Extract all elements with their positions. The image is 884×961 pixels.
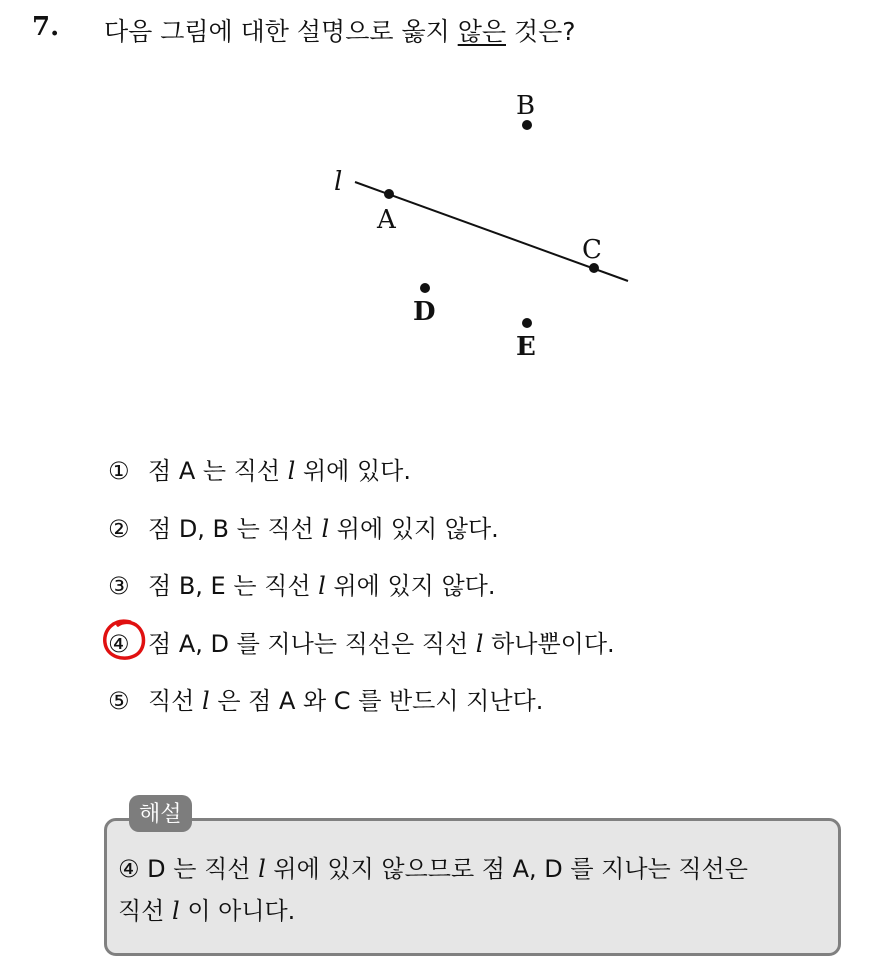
explanation-text xyxy=(118,848,833,932)
choice-text: 점 A, D 를 지나는 직선은 직선 l 하나뿐이다. xyxy=(148,629,615,658)
point-e-label: E xyxy=(516,332,536,362)
choice-4[interactable] xyxy=(108,625,615,683)
choice-marker: ③ xyxy=(108,572,130,600)
point-c-label: C xyxy=(582,235,602,265)
choice-text: 점 A 는 직선 l 위에 있다. xyxy=(148,457,411,485)
choice-1[interactable] xyxy=(108,452,615,510)
explanation-tag: 해설 xyxy=(129,795,192,832)
point-e xyxy=(522,318,532,328)
question-text-before: 다음 그림에 대한 설명으로 옳지 xyxy=(104,17,458,46)
point-b xyxy=(522,120,532,130)
point-d-label: D xyxy=(413,297,436,327)
choice-list xyxy=(108,452,615,740)
choice-marker: ② xyxy=(108,514,130,543)
choice-marker: ④ xyxy=(108,629,130,658)
line-l xyxy=(355,182,628,281)
explanation-line-2: 직선 l 이 아니다. xyxy=(118,897,296,925)
choice-text: 점 B, E 는 직선 l 위에 있지 않다. xyxy=(148,572,496,600)
choice-marker: ① xyxy=(108,457,130,485)
question-text-underlined: 않은 xyxy=(457,17,506,46)
point-b-label: B xyxy=(516,91,536,121)
choice-5[interactable] xyxy=(108,682,615,740)
question-text-after: 것은? xyxy=(506,17,576,46)
geometry-figure xyxy=(0,0,884,420)
answer-circle-mark xyxy=(100,616,148,664)
question-number: 7. xyxy=(32,12,60,42)
point-a-label: A xyxy=(377,205,396,235)
point-a xyxy=(384,189,394,199)
choice-2[interactable] xyxy=(108,510,615,568)
choice-text: 점 D, B 는 직선 l 위에 있지 않다. xyxy=(148,514,499,543)
choice-3[interactable] xyxy=(108,567,615,625)
choice-text: 직선 l 은 점 A 와 C 를 반드시 지난다. xyxy=(148,687,544,715)
point-d xyxy=(420,283,430,293)
explanation-line-1: ④ D 는 직선 l 위에 있지 않으므로 점 A, D 를 지나는 직선은 xyxy=(118,855,748,883)
choice-marker: ⑤ xyxy=(108,687,130,715)
line-label: l xyxy=(334,167,343,197)
